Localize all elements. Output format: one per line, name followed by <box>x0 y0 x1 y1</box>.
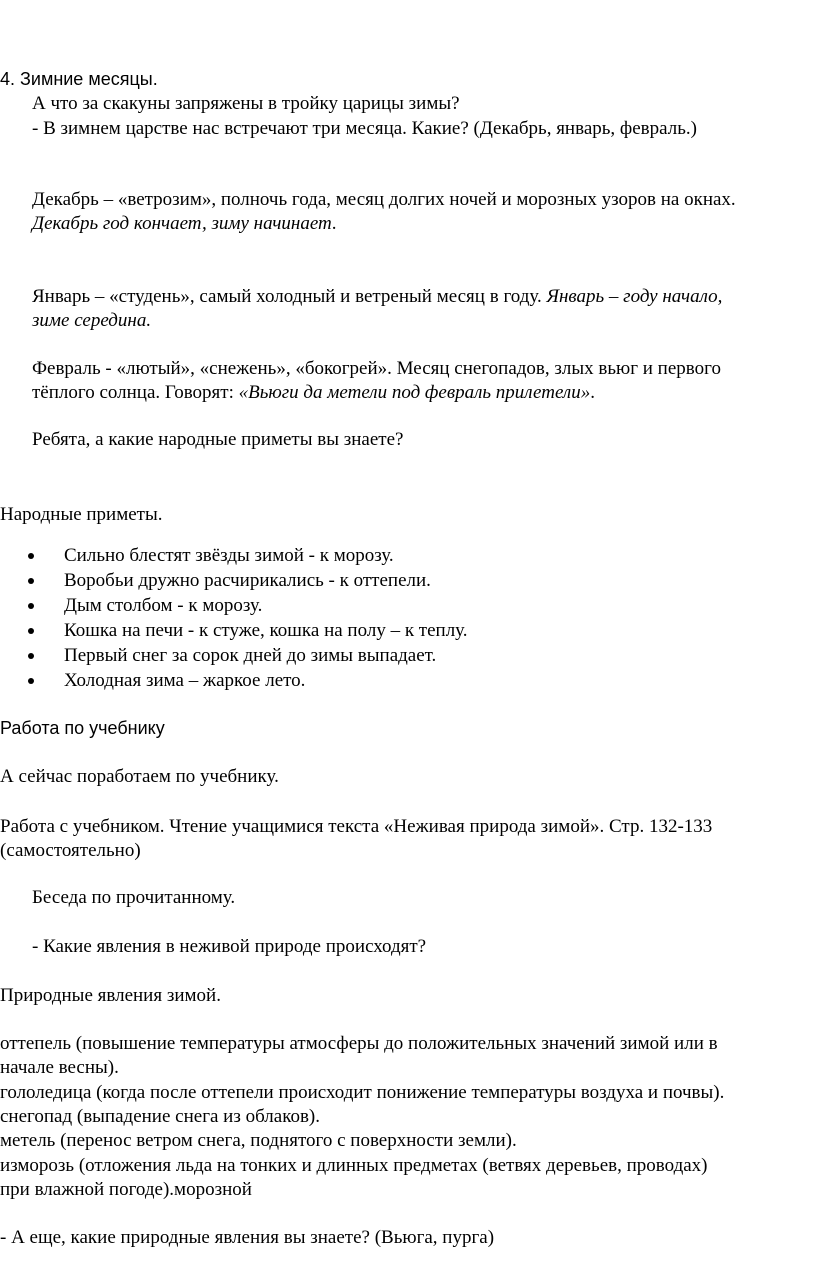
answer-three-months: - В зимнем царстве нас встречают три месяца. Какие? (Декабрь, январь, февраль.) <box>32 118 697 139</box>
list-item: Сильно блестят звёзды зимой - к морозу. <box>28 543 468 568</box>
bullet-icon <box>28 653 34 659</box>
section-heading-winter-months: 4. Зимние месяцы. <box>0 69 158 89</box>
january-text: Январь – «студень», самый холодный и ветреный месяц в году. <box>32 286 542 307</box>
final-question: - А еще, какие природные явления вы знаете? (Вьюга, пурга) <box>0 1227 495 1248</box>
phenomenon-thaw: оттепель (повышение температуры атмосферы до положительных значений зимой или в <box>0 1033 718 1054</box>
textbook-intro: А сейчас поработаем по учебнику. <box>0 766 279 787</box>
phenomenon-thaw-cont: начале весны). <box>0 1057 119 1078</box>
list-item: Первый снег за сорок дней до зимы выпадает. <box>28 643 468 668</box>
kids-question: Ребята, а какие народные приметы вы знаете? <box>32 429 404 450</box>
february-text: тёплого солнца. Говорят: <box>32 382 234 403</box>
february-proverb-end: . <box>590 382 595 403</box>
january-proverb-part1: Январь – году начало, <box>546 286 723 307</box>
list-item: Воробьи дружно расчирикались - к оттепели. <box>28 568 468 593</box>
discussion-question: - Какие явления в неживой природе происходят? <box>32 936 427 957</box>
phenomenon-frost: изморозь (отложения льда на тонких и длинных предметах (ветвях деревьев, проводах) <box>0 1155 708 1176</box>
textbook-task-note: (самостоятельно) <box>0 840 141 861</box>
phenomenon-blizzard: метель (перенос ветром снега, поднятого с поверхности земли). <box>0 1130 517 1151</box>
list-item: Дым столбом - к морозу. <box>28 593 468 618</box>
bullet-icon <box>28 678 34 684</box>
december-proverb-line <box>32 212 336 236</box>
question-troika: А что за скакуны запряжены в тройку царицы зимы? <box>32 93 460 114</box>
january-description <box>32 285 722 309</box>
phenomenon-ice: гололедица (когда после оттепели происходит понижение температуры воздуха и почвы). <box>0 1082 725 1103</box>
december-description: Декабрь – «ветрозим», полночь года, месяц долгих ночей и морозных узоров на окнах. <box>32 189 736 210</box>
december-proverb: Декабрь год кончает, зиму начинает <box>32 213 332 234</box>
december-proverb-end: . <box>331 213 337 234</box>
february-proverb: «Вьюги да метели под февраль прилетели» <box>238 382 591 403</box>
phenomenon-snowfall: снегопад (выпадение снега из облаков). <box>0 1106 321 1127</box>
textbook-task: Работа с учебником. Чтение учащимися текста «Неживая природа зимой». Стр. 132-133 <box>0 816 713 837</box>
february-description: Февраль - «лютый», «снежень», «бокогрей». Месяц снегопадов, злых вьюг и первого <box>32 358 721 379</box>
textbook-heading: Работа по учебнику <box>0 718 165 738</box>
january-proverb-part2: зиме середина. <box>32 310 152 331</box>
bullet-icon <box>28 553 34 559</box>
february-proverb-line <box>32 381 595 405</box>
list-item: Холодная зима – жаркое лето. <box>28 668 468 693</box>
discussion-label: Беседа по прочитанному. <box>32 887 236 908</box>
folk-signs-list <box>28 543 468 693</box>
phenomenon-frost-cont: при влажной погоде).морозной <box>0 1179 252 1200</box>
phenomena-heading: Природные явления зимой. <box>0 985 221 1006</box>
bullet-icon <box>28 628 34 634</box>
bullet-icon <box>28 578 34 584</box>
list-item: Кошка на печи - к стуже, кошка на полу – к теплу. <box>28 618 468 643</box>
bullet-icon <box>28 603 34 609</box>
folk-signs-heading: Народные приметы. <box>0 504 163 525</box>
